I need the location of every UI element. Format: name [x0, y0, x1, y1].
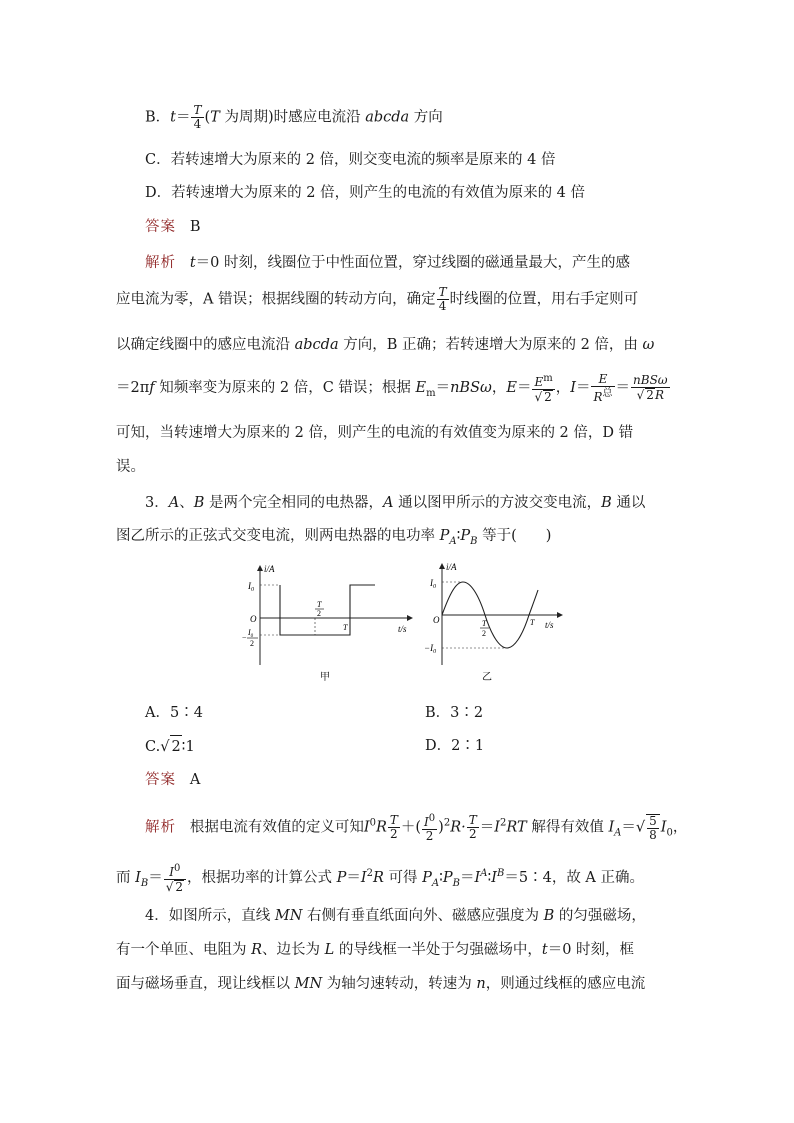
t-label: T [343, 623, 348, 632]
option-b: B．3∶2 [425, 705, 484, 721]
neg-half-den: 2 [250, 639, 254, 648]
origin-label: O [250, 614, 257, 624]
figure-yi-sine-wave [420, 560, 565, 685]
y-axis-label: i/A [446, 562, 457, 572]
analysis-line-1: 解析 根据电流有效值的定义可知$I^0R$ $\frac{T}{2}$ ＋( $\frac{I^0}{2}$ )$^2$R· $\frac{T}{2}$ $=I^2RT$ 解得有效值 $I_A=√$ $\frac{5}{8}$ $I_0$， [145, 813, 688, 843]
analysis-label: 解析 [145, 255, 176, 271]
fraction-t-over-4: $\frac{T}{4}$ [438, 285, 447, 313]
answer-label: 答案 [145, 772, 176, 788]
analysis-line-2: 应电流为零，A 错误；根据线圈的转动方向，确定 $\frac{T}{4}$ 时线圈的位置，用右手定则可 [116, 285, 639, 313]
y-axis-label: i/A [264, 564, 275, 574]
t-half-num: T [317, 600, 322, 609]
origin-label: O [433, 615, 440, 625]
analysis-line-4: ＝2πf 知频率变为原来的 2 倍，C 错误；根据 $E_m=nBS\omega$，E＝ $\frac{E^m}{√ 2}$ ，I＝ $\frac{E}{R^总}$ ＝ $\frac{\text{nBSω}}{√ 2R}$ [116, 371, 668, 404]
fraction-nbs-over-root2r: $\frac{\text{nBSω}}{√ 2R}$ [633, 373, 668, 402]
figure-jia-square-wave [240, 560, 420, 685]
neg-half-num: $I_0$ [248, 628, 254, 639]
i0-label: $I_0$ [248, 581, 254, 593]
analysis-line-3: 以确定线圈中的感应电流沿 abcda 方向，B 正确；若转速增大为原来的 2 倍，由 ω [116, 337, 655, 353]
fraction-t-over-4: $\frac{T}{4}$ [193, 103, 202, 131]
fraction-e-over-r: $\frac{E}{R^总}$ [593, 371, 613, 404]
problem3-stem-line-1: 3．A、B 是两个完全相同的电热器，A 通以图甲所示的方波交变电流，B 通以 [145, 495, 646, 511]
neg-i0-label: $-I_0$ [424, 643, 437, 655]
problem4-line-2: 有一个单匝、电阻为 R、边长为 L 的导线框一半处于匀强磁场中，t＝0 时刻，框 [116, 942, 635, 958]
analysis-line-6: 误。 [116, 459, 145, 475]
option-a: A．5∶4 [145, 705, 203, 721]
fraction-em-over-root2: $\frac{E^m}{√ 2}$ [532, 372, 554, 404]
x-axis-label: t/s [398, 624, 407, 634]
t-half-num: T [482, 619, 487, 628]
answer-label: 答案 [145, 219, 176, 235]
problem3-stem-line-2: 图乙所示的正弦式交变电流，则两电热器的电功率 $P_A∶P_B$ 等于( ) [116, 528, 552, 547]
square-wave-line [280, 585, 375, 635]
answer-line [145, 769, 200, 791]
answer-value: A [189, 772, 201, 788]
answer-value: B [189, 219, 201, 235]
analysis-line-1: 解析 t＝0 时刻，线圈位于中性面位置，穿过线圈的磁通量最大，产生的感 [145, 255, 630, 271]
option-c: C.√ 2∶1 [145, 735, 195, 758]
t-half-den: 2 [482, 629, 486, 638]
option-d: D．若转速增大为原来的 2 倍，则产生的电流的有效值为原来的 4 倍 [145, 185, 586, 201]
t-half-den: 2 [317, 609, 321, 618]
problem4-line-3: 面与磁场垂直，现让线框以 MN 为轴匀速转动，转速为 n，则通过线框的感应电流 [116, 976, 646, 992]
analysis-label: 解析 [145, 819, 176, 836]
problem4-line-1: 4．如图所示，直线 MN 右侧有垂直纸面向外、磁感应强度为 B 的匀强磁场， [145, 908, 646, 924]
analysis-line-2: 而 $I_B=$ $\frac{I^0}{√ 2}$ ，根据功率的计算公式 $P=I^2R$ 可得 $P_A∶P_B=I^A∶I^B=5∶4$，故 A 正确。 [116, 863, 645, 894]
option-d: D．2∶1 [425, 738, 485, 754]
answer-line [145, 216, 200, 238]
analysis-line-5: 可知，当转速增大为原来的 2 倍，则产生的电流的有效值变为原来的 2 倍，D 错 [116, 425, 634, 441]
caption-yi: 乙 [482, 672, 492, 683]
option-b: B．t＝ $\frac{T}{4}$ (T 为周期)时感应电流沿 abcda 方向 [145, 103, 443, 131]
caption-jia: 甲 [320, 672, 330, 683]
t-label: T [530, 618, 535, 627]
neg-sign: − [242, 633, 247, 642]
option-c: C．若转速增大为原来的 2 倍，则交变电流的频率是原来的 4 倍 [145, 152, 556, 168]
i0-label: $I_0$ [430, 578, 436, 590]
x-axis-label: t/s [545, 620, 554, 630]
